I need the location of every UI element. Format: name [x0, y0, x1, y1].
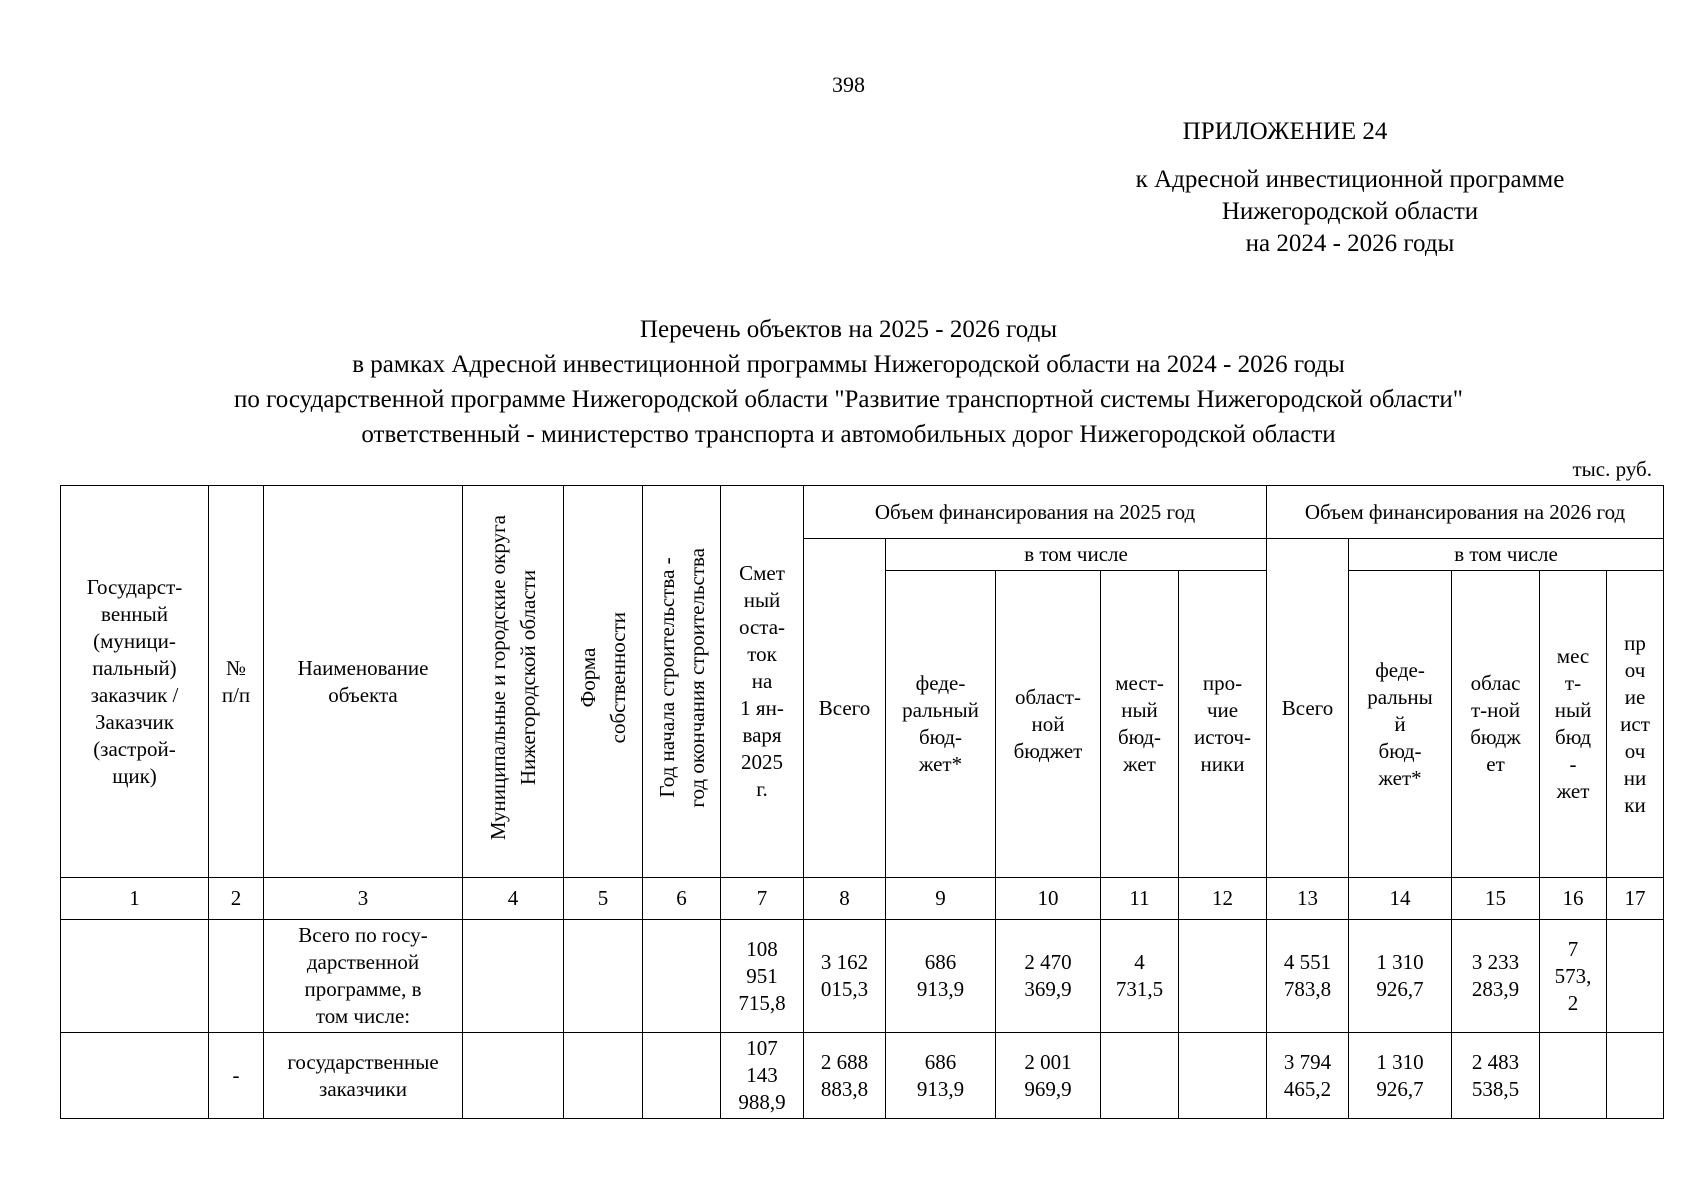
- cell-municipal: [463, 920, 564, 1033]
- column-number: 3: [264, 878, 463, 920]
- cell-local-2026: 7 573, 2: [1540, 920, 1607, 1033]
- cell-regional-2026: 2 483 538,5: [1452, 1033, 1540, 1119]
- header-customer: Государст- венный (муници- пальный) заказчик / Заказчик (застрой- щик): [61, 486, 209, 878]
- header-including-2025: в том числе: [886, 539, 1267, 571]
- cell-municipal: [463, 1033, 564, 1119]
- header-total-2026: Всего: [1267, 539, 1349, 878]
- header-federal-2025: феде- ральный бюд- жет*: [886, 571, 996, 878]
- header-municipal-line-2: Нижегородской области: [516, 570, 540, 786]
- header-ownership-line-2: собственности: [606, 612, 630, 744]
- cell-other-2025: [1179, 920, 1267, 1033]
- title-line-1: Перечень объектов на 2025 - 2026 годы: [639, 316, 1058, 343]
- page-number: 398: [832, 72, 865, 97]
- header-number: № п/п: [209, 486, 264, 878]
- cell-local-2025: 4 731,5: [1101, 920, 1179, 1033]
- header-years-line-1: Год начала строительства -: [654, 557, 679, 799]
- cell-total-2026: 4 551 783,8: [1267, 920, 1349, 1033]
- cell-years: [643, 920, 721, 1033]
- table-row: [61, 920, 1664, 1033]
- column-number: 5: [564, 878, 643, 920]
- cell-object-name: Всего по госу- дарственной программе, в том числе:: [264, 920, 463, 1033]
- appendix-line-3: на 2024 - 2026 годы: [1245, 230, 1455, 257]
- title-line-2: в рамках Адресной инвестиционной программы Нижегородской области на 2024 - 2026 годы: [352, 351, 1345, 378]
- appendix-line-2: Нижегородской области: [1221, 198, 1479, 225]
- column-number: 7: [721, 878, 804, 920]
- column-number: 1: [61, 878, 209, 920]
- header-local-2025: мест- ный бюд- жет: [1101, 571, 1179, 878]
- cell-regional-2025: 2 001 969,9: [996, 1033, 1101, 1119]
- column-number: 16: [1540, 878, 1607, 920]
- cell-other-2025: [1179, 1033, 1267, 1119]
- column-number: 11: [1101, 878, 1179, 920]
- header-municipal: [463, 486, 564, 878]
- cell-regional-2025: 2 470 369,9: [996, 920, 1101, 1033]
- header-years-line-2: год окончания строительства: [684, 548, 709, 808]
- column-number: 10: [996, 878, 1101, 920]
- cell-ownership: [564, 1033, 643, 1119]
- units-label: тыс. руб.: [1572, 457, 1652, 481]
- cell-federal-2025: 686 913,9: [886, 1033, 996, 1119]
- title-line-4: ответственный - министерство транспорта и автомобильных дорог Нижегородской области: [361, 421, 1336, 448]
- cell-customer: [61, 920, 209, 1033]
- title-line-3: по государственной программе Нижегородской области "Развитие транспортной системы Нижегородской области": [234, 386, 1463, 413]
- header-object-name: Наименование объекта: [264, 486, 463, 878]
- header-estimate-balance: Смет ный оста- ток на 1 ян- варя 2025 г.: [721, 486, 804, 878]
- cell-number: [209, 920, 264, 1033]
- cell-object-name: государственные заказчики: [264, 1033, 463, 1119]
- header-ownership: [564, 486, 643, 878]
- column-number: 8: [804, 878, 886, 920]
- column-number: 15: [1452, 878, 1540, 920]
- cell-regional-2026: 3 233 283,9: [1452, 920, 1540, 1033]
- appendix-title: ПРИЛОЖЕНИЕ 24: [1182, 118, 1388, 145]
- header-regional-2025: област- ной бюджет: [996, 571, 1101, 878]
- cell-other-2026: [1607, 920, 1664, 1033]
- cell-local-2026: [1540, 1033, 1607, 1119]
- column-number: 17: [1607, 878, 1664, 920]
- header-regional-2026: облас т-ной бюдж ет: [1452, 571, 1540, 878]
- cell-total-2025: 3 162 015,3: [804, 920, 886, 1033]
- header-federal-2026: феде- ральны й бюд- жет*: [1349, 571, 1452, 878]
- header-other-2025: про- чие источ- ники: [1179, 571, 1267, 878]
- cell-other-2026: [1607, 1033, 1664, 1119]
- header-including-2026: в том числе: [1349, 539, 1664, 571]
- header-funding-2025: Объем финансирования на 2025 год: [804, 486, 1267, 539]
- cell-number: -: [209, 1033, 264, 1119]
- header-funding-2026: Объем финансирования на 2026 год: [1267, 486, 1664, 539]
- column-number: 14: [1349, 878, 1452, 920]
- objects-table: [60, 485, 1664, 1119]
- table-row: [61, 1033, 1664, 1119]
- cell-years: [643, 1033, 721, 1119]
- cell-federal-2026: 1 310 926,7: [1349, 920, 1452, 1033]
- header-municipal-line-1: Муниципальные и городские округа: [486, 515, 510, 841]
- cell-estimate: 108 951 715,8: [721, 920, 804, 1033]
- column-number: 6: [643, 878, 721, 920]
- cell-total-2025: 2 688 883,8: [804, 1033, 886, 1119]
- column-number: 13: [1267, 878, 1349, 920]
- cell-federal-2026: 1 310 926,7: [1349, 1033, 1452, 1119]
- cell-total-2026: 3 794 465,2: [1267, 1033, 1349, 1119]
- appendix-subtitle: [1040, 164, 1660, 260]
- cell-federal-2025: 686 913,9: [886, 920, 996, 1033]
- column-number: 12: [1179, 878, 1267, 920]
- header-construction-years: [643, 486, 721, 878]
- header-local-2026: мес т- ный бюд - жет: [1540, 571, 1607, 878]
- cell-ownership: [564, 920, 643, 1033]
- header-total-2025: Всего: [804, 539, 886, 878]
- column-number: 9: [886, 878, 996, 920]
- cell-customer: [61, 1033, 209, 1119]
- column-number: 4: [463, 878, 564, 920]
- document-title: [0, 312, 1697, 452]
- header-other-2026: пр оч ие ист оч ни ки: [1607, 571, 1664, 878]
- column-number-row: [61, 878, 1664, 920]
- column-number: 2: [209, 878, 264, 920]
- cell-local-2025: [1101, 1033, 1179, 1119]
- appendix-line-1: к Адресной инвестиционной программе: [1135, 166, 1565, 193]
- cell-estimate: 107 143 988,9: [721, 1033, 804, 1119]
- header-ownership-line-1: Форма: [576, 648, 600, 708]
